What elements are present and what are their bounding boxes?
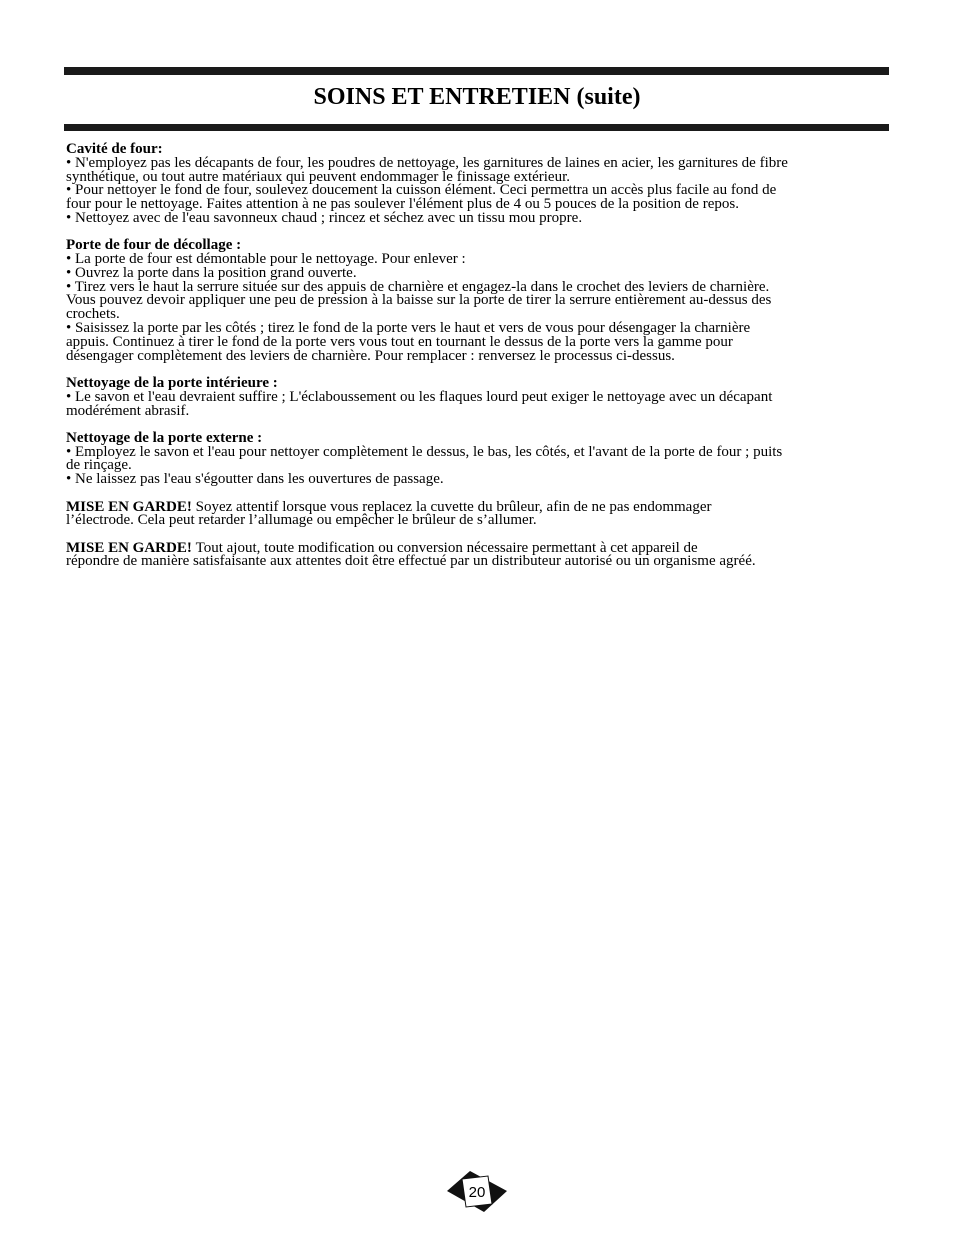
page-content — [66, 143, 788, 569]
header-rule-bottom — [64, 124, 889, 131]
section-outer-door-cleaning — [66, 429, 788, 488]
section-heading: Cavité de four: — [66, 141, 163, 157]
bullet-item: • Pour nettoyer le fond de four, soulevez doucement la cuisson élément. Ceci permettra un accès plus facile au fond de four pour le nettoyage. Faites attention à ne pas soulever l'élément plus de 4 ou 5 pouces de la position de repos. — [66, 182, 777, 213]
section-inner-door-cleaning — [66, 374, 788, 419]
section-heading: Porte de four de décollage : — [66, 237, 242, 254]
page-number: 20 — [468, 1184, 486, 1201]
bullet-item: • La porte de four est démontable pour le nettoyage. Pour enlever : — [66, 251, 466, 268]
bullet-item: • Nettoyez avec de l'eau savonneux chaud ; rincez et séchez avec un tissu mou propre. — [66, 209, 583, 226]
section-door-removal — [66, 239, 788, 363]
page-title: SOINS ET ENTRETIEN (suite) — [313, 84, 641, 110]
bullet-item: • Ne laissez pas l'eau s'égoutter dans les ouvertures de passage. — [66, 471, 444, 488]
bullet-item: • Employez le savon et l'eau pour nettoyer complètement le dessus, le bas, les côtés, et l'avant de la porte de four ; puits de rinçage. — [66, 443, 783, 474]
bullet-item: • Ouvrez la porte dans la position grand ouverte. — [66, 264, 357, 281]
bullet-item: • N'employez pas les décapants de four, les poudres de nettoyage, les garnitures de laines en acier, les garnitures de fibre synthétique, ou tout autre matériaux qui peuvent endommager le finissage extérieur. — [66, 154, 788, 185]
section-heading: Nettoyage de la porte externe : — [66, 429, 263, 446]
section-oven-cavity — [66, 143, 788, 226]
warning-text: Soyez attentif lorsque vous replacez la cuvette du brûleur, afin de ne pas endommager l’électrode. Cela peut retarder l’allumage ou empêcher le brûleur de s’allumer. — [66, 498, 712, 529]
warning-text: Tout ajout, toute modification ou conversion nécessaire permettant à cet appareil de répondre de manière satisfaisante aux attentes doit être effectué par un distributeur autorisé ou un organisme agréé. — [66, 539, 756, 570]
bullet-item: • Le savon et l'eau devraient suffire ; L'éclaboussement ou les flaques lourd peut exiger le nettoyage avec un décapant modérément abrasif. — [66, 388, 773, 419]
header-rule-top — [64, 67, 889, 75]
warning-label: MISE EN GARDE! — [66, 498, 192, 515]
section-heading: Nettoyage de la porte intérieure : — [66, 374, 278, 391]
warning-modification — [66, 539, 788, 570]
bullet-item: • Saisissez la porte par les côtés ; tirez le fond de la porte vers le haut et vers de vous pour désengager la charnière appuis. Continuez à tirer le fond de la porte vers vous tout en tournant le dessus de la porte vers la gamme pour désengager complètement des leviers de charnière. Pour remplacer : renversez le processus ci-dessus. — [66, 320, 751, 364]
warning-label: MISE EN GARDE! — [66, 539, 192, 556]
page-number-badge — [440, 1166, 514, 1218]
warning-burner-cap — [66, 498, 788, 529]
bullet-item: • Tirez vers le haut la serrure située sur des appuis de charnière et engagez-la dans le crochet des leviers de charnière. Vous pouvez devoir appliquer une peu de pression à la baisse sur la porte de tirer la serrure entièrement au-dessus des crochets. — [66, 278, 772, 323]
